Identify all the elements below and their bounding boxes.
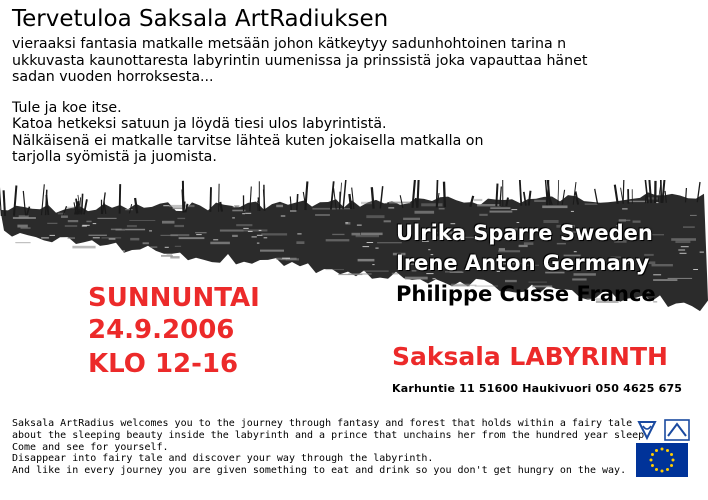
- event-time: KLO 12-16: [88, 349, 239, 379]
- artist-name: Irene Anton Germany: [396, 251, 650, 275]
- eu-flag-icon: [636, 443, 688, 477]
- event-date: 24.9.2006: [88, 315, 235, 345]
- english-line: about the sleeping beauty inside the labyrinth and a prince that unchains her from the hundred year sleep.: [12, 429, 651, 441]
- intro-line: tarjolla syömistä ja juomista.: [12, 149, 217, 165]
- intro-line: Tule ja koe itse.: [12, 99, 122, 116]
- english-line: Come and see for yourself.: [12, 441, 169, 453]
- artist-name: Philippe Cusse France: [396, 282, 656, 306]
- poster-title: Tervetuloa Saksala ArtRadiuksen: [12, 6, 389, 32]
- english-line: Saksala ArtRadius welcomes you to the journey through fantasy and forest that holds within a fairy tale: [12, 418, 633, 429]
- venue-title: Saksala LABYRINTH: [392, 342, 668, 371]
- sponsor-logo-icon: [636, 419, 658, 441]
- venue-address: Karhuntie 11 51600 Haukivuori 050 4625 675: [392, 382, 683, 395]
- intro-spacer: [12, 86, 692, 100]
- artist-name: Ulrika Sparre Sweden: [396, 221, 653, 245]
- english-line: And like in every journey you are given something to eat and drink so you don't get hungry on the way.: [12, 465, 627, 477]
- english-line: Disappear into fairy tale and discover your way through the labyrinth.: [12, 453, 434, 465]
- intro-line: Katoa hetkeksi satuun ja löydä tiesi ulos labyrintistä.: [12, 116, 387, 132]
- intro-line: Nälkäisenä ei matkalle tarvitse lähteä kuten jokaisella matkalla on: [12, 132, 484, 149]
- event-day: SUNNUNTAI: [88, 283, 260, 313]
- sponsor-logo-icon: [664, 419, 690, 441]
- intro-line: sadan vuoden horroksesta...: [12, 69, 214, 85]
- intro-line: ukkuvasta kaunottaresta labyrintin uumenissa ja prinssistä joka vapauttaa hänet: [12, 52, 588, 69]
- english-text: [12, 418, 651, 477]
- intro-line: vieraaksi fantasia matkalle metsään johon kätkeytyy sadunhohtoinen tarina n: [12, 36, 567, 52]
- intro-text-finnish: [12, 36, 692, 166]
